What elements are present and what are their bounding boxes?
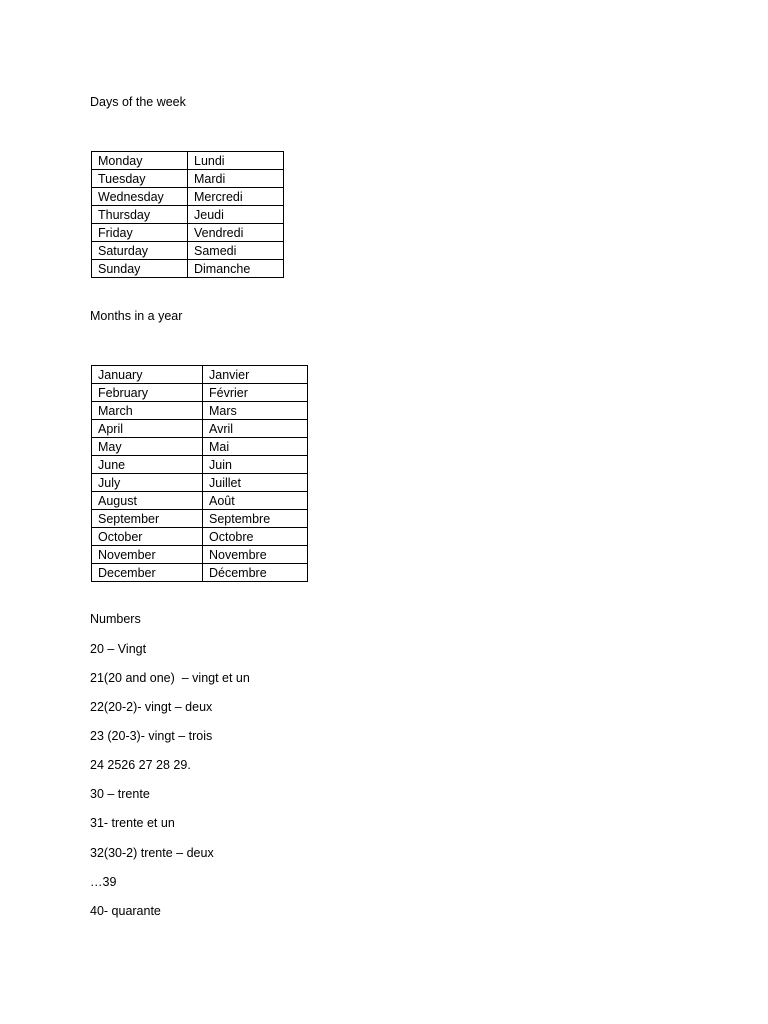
day-french: Mercredi bbox=[188, 188, 284, 206]
month-french: Mai bbox=[203, 438, 308, 456]
table-row bbox=[92, 402, 308, 420]
day-english: Sunday bbox=[92, 260, 188, 278]
table-row bbox=[92, 170, 284, 188]
table-row bbox=[92, 384, 308, 402]
month-english: May bbox=[92, 438, 203, 456]
day-french: Vendredi bbox=[188, 224, 284, 242]
table-row bbox=[92, 224, 284, 242]
table-row bbox=[92, 420, 308, 438]
month-english: June bbox=[92, 456, 203, 474]
day-english: Thursday bbox=[92, 206, 188, 224]
table-row bbox=[92, 546, 308, 564]
table-row bbox=[92, 528, 308, 546]
number-line: 40- quarante bbox=[90, 904, 161, 918]
month-french: Octobre bbox=[203, 528, 308, 546]
month-english: April bbox=[92, 420, 203, 438]
month-french: Juillet bbox=[203, 474, 308, 492]
table-row bbox=[92, 438, 308, 456]
month-french: Janvier bbox=[203, 366, 308, 384]
month-english: January bbox=[92, 366, 203, 384]
month-english: November bbox=[92, 546, 203, 564]
month-french: Septembre bbox=[203, 510, 308, 528]
number-line: 23 (20-3)- vingt – trois bbox=[90, 729, 213, 743]
month-french: Décembre bbox=[203, 564, 308, 582]
table-row bbox=[92, 564, 308, 582]
day-french: Mardi bbox=[188, 170, 284, 188]
month-english: August bbox=[92, 492, 203, 510]
table-row bbox=[92, 492, 308, 510]
month-french: Août bbox=[203, 492, 308, 510]
month-english: February bbox=[92, 384, 203, 402]
table-row bbox=[92, 510, 308, 528]
day-english: Wednesday bbox=[92, 188, 188, 206]
table-row bbox=[92, 260, 284, 278]
month-english: March bbox=[92, 402, 203, 420]
month-english: December bbox=[92, 564, 203, 582]
day-english: Monday bbox=[92, 152, 188, 170]
day-english: Friday bbox=[92, 224, 188, 242]
months-table bbox=[91, 365, 308, 582]
day-french: Samedi bbox=[188, 242, 284, 260]
day-english: Saturday bbox=[92, 242, 188, 260]
table-row bbox=[92, 456, 308, 474]
table-row bbox=[92, 366, 308, 384]
month-french: Février bbox=[203, 384, 308, 402]
number-line: 20 – Vingt bbox=[90, 642, 147, 656]
number-line: 21(20 and one) – vingt et un bbox=[90, 671, 250, 685]
number-line: 31- trente et un bbox=[90, 816, 175, 830]
number-line: 32(30-2) trente – deux bbox=[90, 846, 214, 860]
table-row bbox=[92, 474, 308, 492]
numbers-heading: Numbers bbox=[90, 612, 141, 626]
number-line: 30 – trente bbox=[90, 787, 150, 801]
table-row bbox=[92, 188, 284, 206]
month-english: September bbox=[92, 510, 203, 528]
table-row bbox=[92, 242, 284, 260]
number-line: 22(20-2)- vingt – deux bbox=[90, 700, 213, 714]
month-french: Avril bbox=[203, 420, 308, 438]
month-french: Juin bbox=[203, 456, 308, 474]
days-heading: Days of the week bbox=[90, 95, 186, 109]
month-english: July bbox=[92, 474, 203, 492]
day-french: Dimanche bbox=[188, 260, 284, 278]
days-table bbox=[91, 151, 284, 278]
day-english: Tuesday bbox=[92, 170, 188, 188]
day-french: Lundi bbox=[188, 152, 284, 170]
month-french: Mars bbox=[203, 402, 308, 420]
number-line: 24 2526 27 28 29. bbox=[90, 758, 191, 772]
day-french: Jeudi bbox=[188, 206, 284, 224]
table-row bbox=[92, 152, 284, 170]
month-english: October bbox=[92, 528, 203, 546]
month-french: Novembre bbox=[203, 546, 308, 564]
months-heading: Months in a year bbox=[90, 309, 183, 323]
number-line: …39 bbox=[90, 875, 117, 889]
table-row bbox=[92, 206, 284, 224]
